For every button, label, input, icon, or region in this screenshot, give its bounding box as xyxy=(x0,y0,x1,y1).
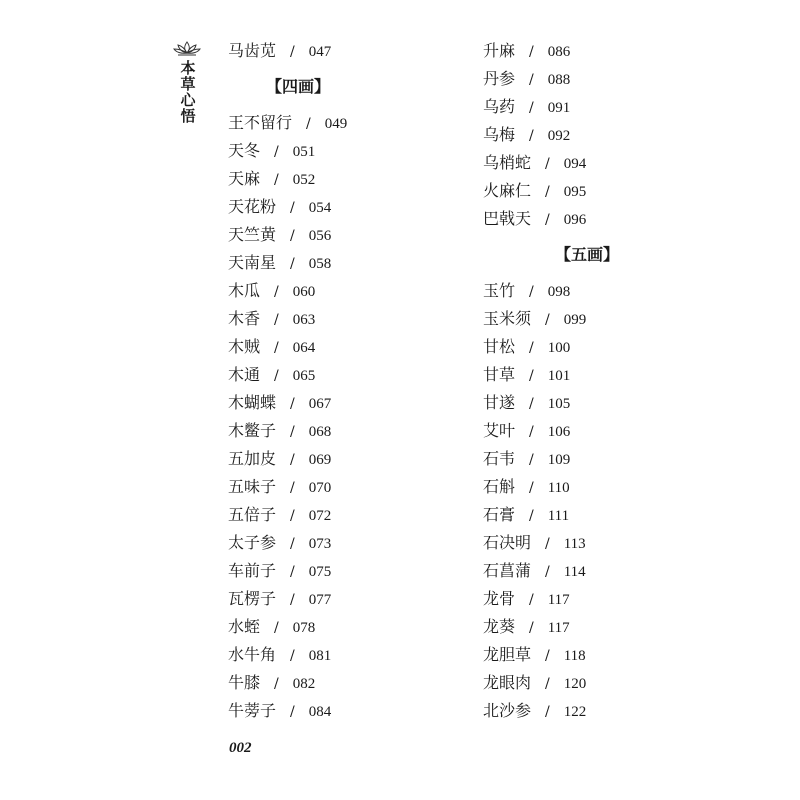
entry-separator: / xyxy=(274,368,279,384)
toc-entry[interactable] xyxy=(483,529,703,557)
entry-name: 升麻 xyxy=(483,41,516,60)
entry-separator: / xyxy=(545,704,550,720)
toc-entry[interactable] xyxy=(228,109,448,137)
entry-name: 天麻 xyxy=(228,169,261,188)
entry-name: 石斛 xyxy=(483,477,516,496)
entry-separator: / xyxy=(529,396,534,412)
entry-separator: / xyxy=(290,200,295,216)
entry-name: 车前子 xyxy=(228,561,277,580)
entry-name: 马齿苋 xyxy=(228,41,277,60)
entry-separator: / xyxy=(529,128,534,144)
entry-name: 玉米须 xyxy=(483,309,532,328)
toc-entry[interactable] xyxy=(483,613,703,641)
entry-page-number: 072 xyxy=(308,508,332,524)
toc-entry[interactable] xyxy=(483,389,703,417)
entry-separator: / xyxy=(290,44,295,60)
entry-separator: / xyxy=(545,312,550,328)
toc-entry[interactable] xyxy=(483,121,703,149)
entry-separator: / xyxy=(545,676,550,692)
book-title: 本草心悟 xyxy=(178,60,197,124)
entry-page-number: 118 xyxy=(563,648,586,664)
entry-name: 乌药 xyxy=(483,97,516,116)
entry-separator: / xyxy=(545,536,550,552)
entry-name: 牛膝 xyxy=(228,673,261,692)
entry-page-number: 073 xyxy=(308,536,332,552)
entry-name: 石决明 xyxy=(483,533,532,552)
toc-entry[interactable] xyxy=(483,177,703,205)
entry-separator: / xyxy=(290,480,295,496)
entry-name: 水蛭 xyxy=(228,617,261,636)
toc-entry[interactable] xyxy=(483,669,703,697)
entry-page-number: 068 xyxy=(308,424,332,440)
toc-entry[interactable] xyxy=(228,585,448,613)
entry-page-number: 060 xyxy=(292,284,316,300)
toc-entry[interactable] xyxy=(228,305,448,333)
entry-page-number: 047 xyxy=(308,44,332,60)
entry-page-number: 077 xyxy=(308,592,332,608)
entry-name: 石韦 xyxy=(483,449,516,468)
entry-separator: / xyxy=(529,508,534,524)
entry-name: 天冬 xyxy=(228,141,261,160)
toc-entry[interactable] xyxy=(228,473,448,501)
entry-name: 天花粉 xyxy=(228,197,277,216)
entry-separator: / xyxy=(529,284,534,300)
toc-entry[interactable] xyxy=(228,557,448,585)
entry-separator: / xyxy=(529,368,534,384)
toc-entry[interactable] xyxy=(483,149,703,177)
entry-name: 天竺黄 xyxy=(228,225,277,244)
entry-name: 石菖蒲 xyxy=(483,561,532,580)
entry-separator: / xyxy=(545,648,550,664)
entry-page-number: 105 xyxy=(547,396,571,412)
entry-name: 北沙参 xyxy=(483,701,532,720)
toc-entry[interactable] xyxy=(228,361,448,389)
entry-page-number: 063 xyxy=(292,312,316,328)
entry-name: 木贼 xyxy=(228,337,261,356)
entry-name: 木鳖子 xyxy=(228,421,277,440)
entry-name: 太子参 xyxy=(228,533,277,552)
toc-entry[interactable] xyxy=(483,305,703,333)
entry-separator: / xyxy=(529,44,534,60)
toc-entry[interactable] xyxy=(483,473,703,501)
entry-page-number: 056 xyxy=(308,228,332,244)
toc-entry[interactable] xyxy=(228,529,448,557)
entry-separator: / xyxy=(290,452,295,468)
entry-name: 木通 xyxy=(228,365,261,384)
toc-entry[interactable] xyxy=(483,93,703,121)
toc-entry[interactable] xyxy=(228,277,448,305)
entry-page-number: 054 xyxy=(308,200,332,216)
entry-page-number: 094 xyxy=(563,156,587,172)
toc-entry[interactable] xyxy=(483,501,703,529)
toc-entry[interactable] xyxy=(228,445,448,473)
toc-entry[interactable] xyxy=(483,205,703,233)
entry-separator: / xyxy=(529,452,534,468)
toc-entry[interactable] xyxy=(228,249,448,277)
entry-name: 石膏 xyxy=(483,505,516,524)
entry-page-number: 067 xyxy=(308,396,332,412)
toc-entry[interactable] xyxy=(483,445,703,473)
entry-name: 木香 xyxy=(228,309,261,328)
entry-page-number: 120 xyxy=(563,676,587,692)
entry-name: 乌梅 xyxy=(483,125,516,144)
entry-separator: / xyxy=(529,424,534,440)
entry-separator: / xyxy=(529,340,534,356)
entry-page-number: 117 xyxy=(547,592,570,608)
entry-page-number: 100 xyxy=(547,340,571,356)
entry-page-number: 117 xyxy=(547,620,570,636)
entry-separator: / xyxy=(290,256,295,272)
entry-separator: / xyxy=(274,340,279,356)
toc-entry[interactable] xyxy=(228,697,448,725)
toc-entry[interactable] xyxy=(483,361,703,389)
entry-page-number: 096 xyxy=(563,212,587,228)
toc-entry[interactable] xyxy=(228,333,448,361)
entry-separator: / xyxy=(306,116,311,132)
entry-name: 瓦楞子 xyxy=(228,589,277,608)
entry-name: 牛蒡子 xyxy=(228,701,277,720)
toc-left-column xyxy=(228,37,448,725)
entry-page-number: 101 xyxy=(547,368,571,384)
entry-separator: / xyxy=(545,212,550,228)
entry-name: 甘遂 xyxy=(483,393,516,412)
entry-page-number: 069 xyxy=(308,452,332,468)
entry-name: 乌梢蛇 xyxy=(483,153,532,172)
entry-name: 玉竹 xyxy=(483,281,516,300)
entry-page-number: 113 xyxy=(563,536,586,552)
entry-page-number: 082 xyxy=(292,676,316,692)
entry-page-number: 081 xyxy=(308,648,332,664)
entry-separator: / xyxy=(274,312,279,328)
lotus-icon xyxy=(172,40,202,56)
entry-name: 王不留行 xyxy=(228,113,293,132)
entry-name: 龙胆草 xyxy=(483,645,532,664)
page-number: 002 xyxy=(229,740,252,756)
toc-entry[interactable] xyxy=(483,697,703,725)
toc-entry[interactable] xyxy=(228,389,448,417)
toc-entry[interactable] xyxy=(228,193,448,221)
entry-separator: / xyxy=(290,704,295,720)
entry-separator: / xyxy=(290,424,295,440)
entry-name: 木瓜 xyxy=(228,281,261,300)
entry-page-number: 098 xyxy=(547,284,571,300)
toc-entry[interactable] xyxy=(228,417,448,445)
toc-entry[interactable] xyxy=(483,417,703,445)
entry-name: 龙骨 xyxy=(483,589,516,608)
entry-name: 五倍子 xyxy=(228,505,277,524)
toc-entry[interactable] xyxy=(483,585,703,613)
entry-name: 巴戟天 xyxy=(483,209,532,228)
entry-page-number: 052 xyxy=(292,172,316,188)
entry-page-number: 110 xyxy=(547,480,570,496)
entry-separator: / xyxy=(529,480,534,496)
toc-entry[interactable] xyxy=(228,669,448,697)
toc-entry[interactable] xyxy=(228,137,448,165)
entry-separator: / xyxy=(529,100,534,116)
entry-separator: / xyxy=(290,228,295,244)
toc-entry[interactable] xyxy=(228,221,448,249)
entry-page-number: 095 xyxy=(563,184,587,200)
section-heading: 【五画】 xyxy=(554,245,619,264)
toc-entry[interactable] xyxy=(483,277,703,305)
toc-entry[interactable] xyxy=(483,641,703,669)
toc-right-column xyxy=(483,37,703,725)
entry-name: 甘松 xyxy=(483,337,516,356)
entry-name: 水牛角 xyxy=(228,645,277,664)
entry-page-number: 088 xyxy=(547,72,571,88)
entry-separator: / xyxy=(529,72,534,88)
toc-entry[interactable] xyxy=(483,65,703,93)
entry-page-number: 106 xyxy=(547,424,571,440)
entry-separator: / xyxy=(290,508,295,524)
entry-separator: / xyxy=(545,564,550,580)
entry-page-number: 075 xyxy=(308,564,332,580)
entry-name: 艾叶 xyxy=(483,421,516,440)
toc-entry[interactable] xyxy=(228,165,448,193)
entry-separator: / xyxy=(274,676,279,692)
entry-name: 龙葵 xyxy=(483,617,516,636)
entry-page-number: 092 xyxy=(547,128,571,144)
entry-separator: / xyxy=(290,564,295,580)
entry-page-number: 099 xyxy=(563,312,587,328)
entry-name: 五味子 xyxy=(228,477,277,496)
entry-page-number: 084 xyxy=(308,704,332,720)
entry-page-number: 051 xyxy=(292,144,316,160)
toc-entry[interactable] xyxy=(483,37,703,65)
entry-page-number: 111 xyxy=(547,508,570,524)
entry-page-number: 070 xyxy=(308,480,332,496)
entry-separator: / xyxy=(545,156,550,172)
entry-page-number: 064 xyxy=(292,340,316,356)
toc-entry[interactable] xyxy=(228,641,448,669)
entry-page-number: 086 xyxy=(547,44,571,60)
entry-page-number: 078 xyxy=(292,620,316,636)
entry-name: 甘草 xyxy=(483,365,516,384)
entry-page-number: 058 xyxy=(308,256,332,272)
entry-separator: / xyxy=(274,284,279,300)
entry-page-number: 114 xyxy=(563,564,586,580)
section-heading: 【四画】 xyxy=(265,77,330,96)
entry-separator: / xyxy=(274,144,279,160)
entry-name: 火麻仁 xyxy=(483,181,532,200)
running-header xyxy=(170,40,204,124)
entry-name: 木蝴蝶 xyxy=(228,393,277,412)
toc-entry[interactable] xyxy=(483,557,703,585)
entry-separator: / xyxy=(274,620,279,636)
entry-page-number: 091 xyxy=(547,100,571,116)
entry-page-number: 109 xyxy=(547,452,571,468)
entry-separator: / xyxy=(290,648,295,664)
toc-entry[interactable] xyxy=(228,37,448,65)
entry-name: 天南星 xyxy=(228,253,277,272)
entry-page-number: 122 xyxy=(563,704,587,720)
entry-separator: / xyxy=(290,536,295,552)
entry-separator: / xyxy=(290,396,295,412)
entry-name: 丹参 xyxy=(483,69,516,88)
entry-separator: / xyxy=(529,592,534,608)
entry-separator: / xyxy=(529,620,534,636)
entry-page-number: 049 xyxy=(324,116,348,132)
entry-name: 五加皮 xyxy=(228,449,277,468)
toc-entry[interactable] xyxy=(228,613,448,641)
entry-separator: / xyxy=(274,172,279,188)
entry-name: 龙眼肉 xyxy=(483,673,532,692)
toc-entry[interactable] xyxy=(228,501,448,529)
entry-separator: / xyxy=(290,592,295,608)
entry-separator: / xyxy=(545,184,550,200)
entry-page-number: 065 xyxy=(292,368,316,384)
toc-entry[interactable] xyxy=(483,333,703,361)
